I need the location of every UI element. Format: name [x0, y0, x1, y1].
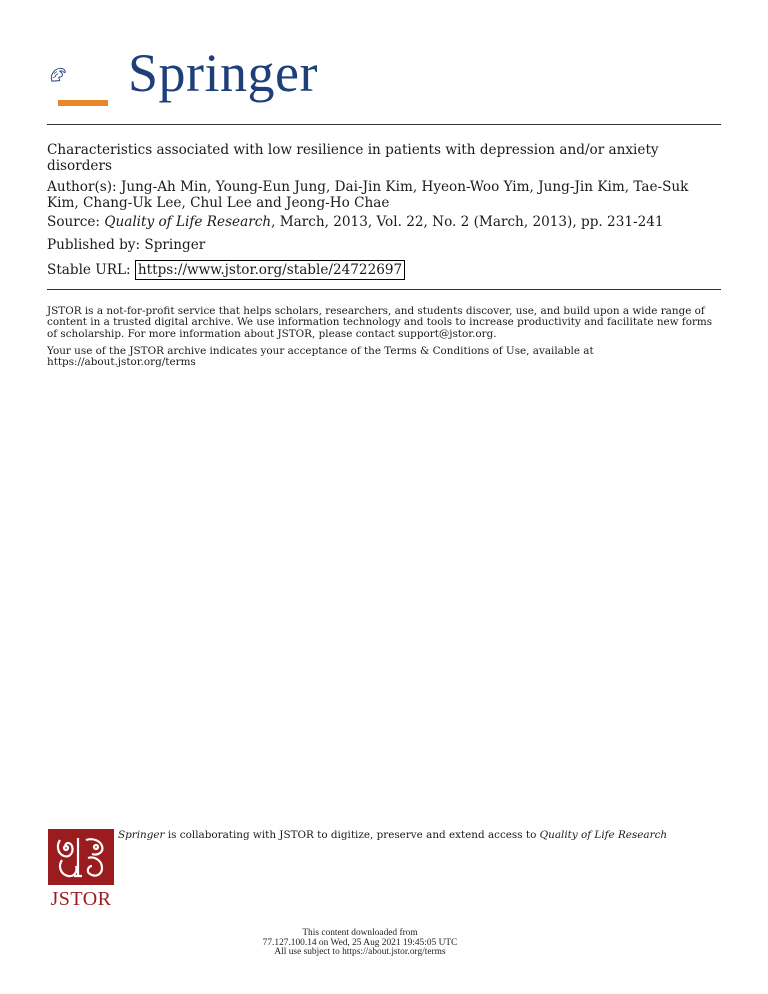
footer-line-1: This content downloaded from	[302, 928, 418, 938]
authors-label: Author(s):	[47, 179, 117, 195]
journal-name: Quality of Life Research	[104, 214, 272, 230]
source-details: , March, 2013, Vol. 22, No. 2 (March, 2013), pp. 231-241	[271, 214, 664, 230]
terms-notice: Your use of the JSTOR archive indicates your acceptance of the Terms & Conditions of Use, available at https://about.jstor.org/terms	[47, 345, 594, 369]
jstor-ornament-icon	[52, 832, 110, 882]
stable-url-label: Stable URL:	[47, 262, 131, 278]
stable-url-row	[47, 262, 723, 278]
article-title: Characteristics associated with low resilience in patients with depression and/or anxiety disorders	[47, 142, 659, 174]
article-source	[47, 214, 723, 230]
collab-text: is collaborating with JSTOR to digitize, preserve and extend access to	[164, 829, 540, 841]
article-publisher	[47, 237, 723, 253]
collab-publisher: Springer	[118, 829, 165, 841]
source-label: Source:	[47, 214, 100, 230]
stable-url-link[interactable]: https://www.jstor.org/stable/24722697	[135, 260, 405, 280]
footer-line-3: All use subject to https://about.jstor.org/terms	[274, 947, 446, 958]
divider-middle	[47, 289, 721, 290]
download-footer	[0, 929, 720, 958]
publisher-name: Springer	[144, 237, 206, 253]
divider-top	[47, 124, 721, 125]
published-label: Published by:	[47, 237, 141, 253]
collaboration-statement	[118, 830, 718, 841]
jstor-logo	[48, 829, 114, 909]
jstor-wordmark: JSTOR	[50, 888, 112, 910]
jstor-emblem-icon	[48, 829, 114, 885]
collab-journal: Quality of Life Research	[539, 829, 668, 841]
article-authors	[47, 179, 723, 211]
logo-underline	[58, 100, 108, 106]
authors-list: Jung-Ah Min, Young-Eun Jung, Dai-Jin Kim, Hyeon-Woo Yim, Jung-Jin Kim, Tae-Suk Kim, Chang-Uk Lee, Chul Lee and Jeong-Ho Chae	[47, 179, 689, 211]
footer-line-2: 77.127.100.14 on Wed, 25 Aug 2021 19:45:05 UTC	[262, 937, 458, 948]
springer-wordmark: Springer	[128, 43, 318, 103]
jstor-about-notice: JSTOR is a not-for-profit service that helps scholars, researchers, and students discover, use, and build upon a wide range of content in a trusted digital archive. We use information technology and tools to increase productivity and facilitate new forms of scholarship. For more information about JSTOR, please contact support@jstor.org.	[47, 305, 713, 340]
